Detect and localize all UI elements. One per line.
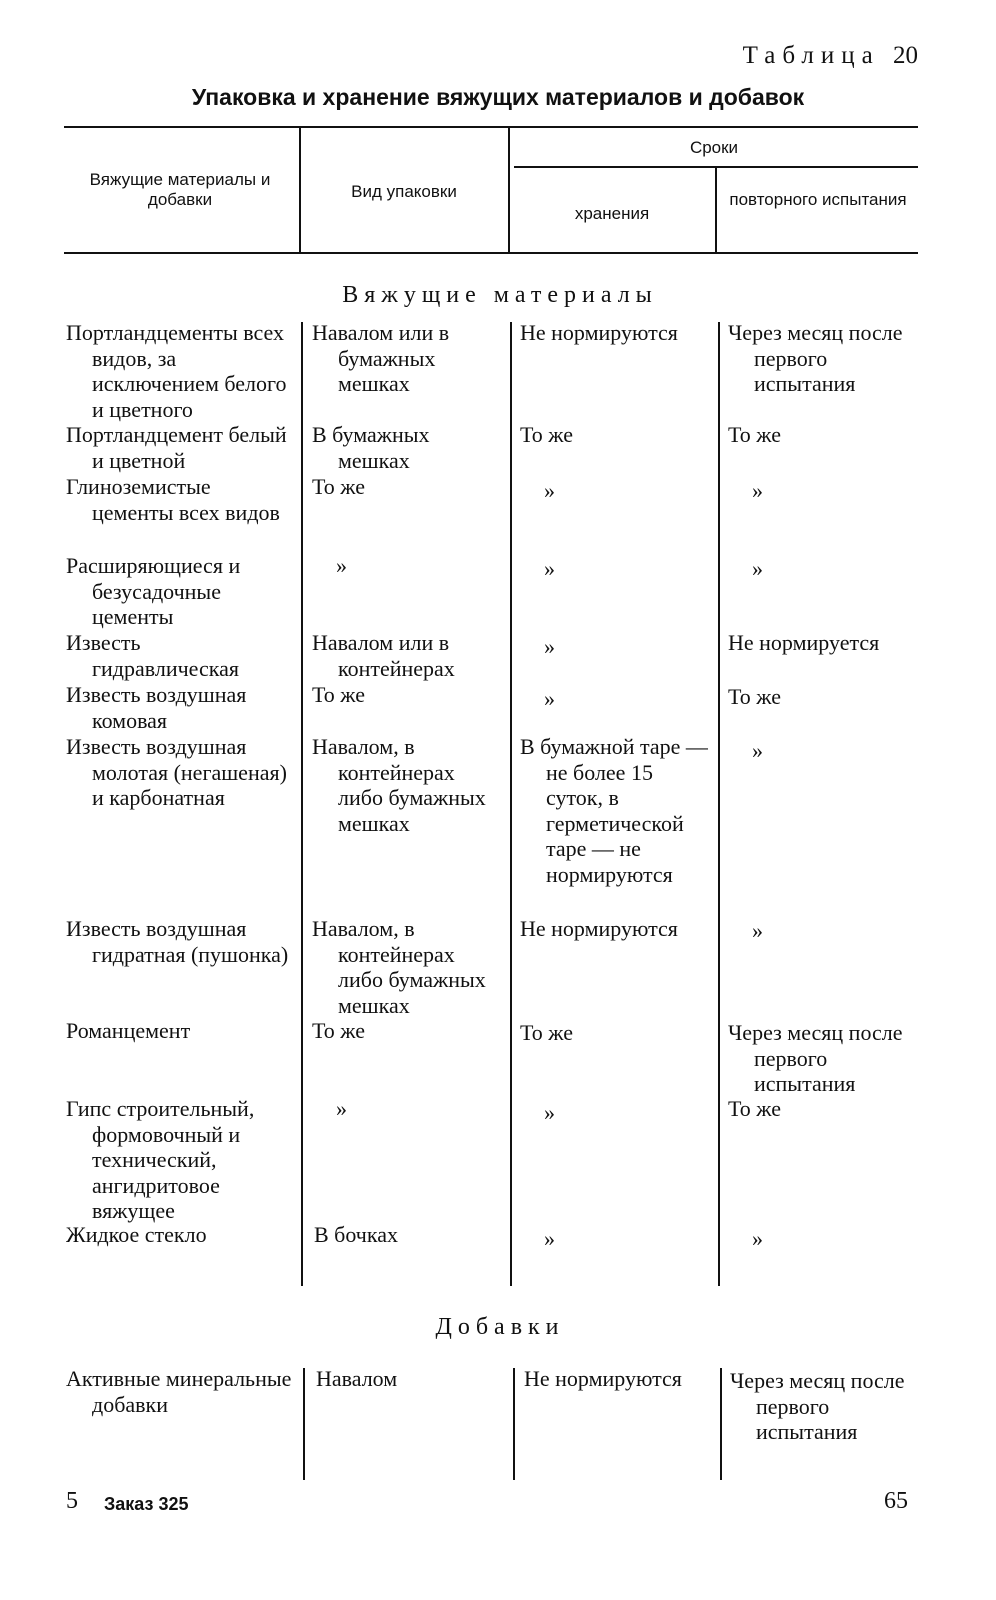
section-binders-heading: Вяжущие материалы (342, 282, 658, 308)
header-packaging: Вид упаковки (351, 182, 457, 201)
row8-retest-ditto: » (752, 918, 763, 943)
row8-material: Известь воздушная гидратная (пушонка) (66, 916, 289, 967)
table-title: Упаковка и хранение вяжущих материалов и добавок (191, 84, 805, 110)
row6-packaging: То же (312, 682, 365, 707)
row11-material: Жидкое стекло (66, 1222, 207, 1247)
row5-storage-ditto: » (544, 634, 555, 659)
signature-number: 5 (66, 1488, 78, 1514)
row2-material: Портландцемент белый и цветной (66, 422, 287, 473)
row7-retest-ditto: » (752, 738, 763, 763)
additives-divider-2 (513, 1368, 515, 1480)
header-divider-3 (715, 168, 717, 252)
row5-material: Известь гидравлическая (66, 630, 239, 681)
page-number: 65 (884, 1488, 908, 1514)
row3-packaging: То же (312, 474, 365, 499)
additive-packaging: Навалом (316, 1366, 398, 1391)
table-number: 20 (893, 42, 918, 69)
additives-divider-1 (303, 1368, 305, 1480)
row6-storage-ditto: » (544, 686, 555, 711)
additives-divider-3 (720, 1368, 722, 1480)
row9-storage: То же (520, 1020, 573, 1045)
section-additives-heading: Добавки (435, 1314, 565, 1340)
header-materials: Вяжущие материалы и добавки (89, 170, 271, 209)
row9-material: Романцемент (66, 1018, 191, 1043)
row4-packaging-ditto: » (336, 553, 347, 578)
row4-material: Расширяющиеся и безусадочные цементы (66, 553, 241, 629)
body-divider-2 (510, 322, 512, 1286)
row10-packaging-ditto: » (336, 1096, 347, 1121)
row3-material: Глиноземистые цементы всех видов (66, 474, 280, 525)
table-label-text: Таблица (742, 42, 880, 69)
row11-retest-ditto: » (752, 1226, 763, 1251)
header-retest: повторного испытания (729, 190, 907, 209)
row1-storage: Не нормируются (520, 320, 678, 345)
header-top-rule (64, 126, 918, 128)
row5-packaging: Навалом или в контейнерах (312, 630, 455, 681)
row1-material: Портландцементы всех видов, за исключением белого и цветного (66, 320, 287, 422)
row3-storage-ditto: » (544, 478, 555, 503)
row10-material: Гипс строительный, формовочный и технический, ангидритовое вяжущее (66, 1096, 255, 1223)
header-bottom-rule (64, 252, 918, 254)
row10-retest: То же (728, 1096, 781, 1121)
row5-retest: Не нормируется (728, 630, 880, 655)
row10-storage-ditto: » (544, 1100, 555, 1125)
order-number: Заказ 325 (104, 1494, 189, 1514)
row6-material: Известь воздушная комовая (66, 682, 247, 733)
additive-material: Активные минеральные добавки (66, 1366, 292, 1417)
table-label (743, 42, 918, 70)
row4-retest-ditto: » (752, 556, 763, 581)
row2-retest: То же (728, 422, 781, 447)
row1-retest: Через месяц после первого испытания (728, 320, 903, 396)
header-terms: Сроки (689, 138, 739, 157)
row7-material: Известь воздушная молотая (негашеная) и карбонатная (66, 734, 287, 810)
row7-storage: В бумажной таре — не более 15 суток, в герметической таре — не нормируются (520, 734, 708, 887)
row8-storage: Не нормируются (520, 916, 678, 941)
body-divider-1 (301, 322, 303, 1286)
row11-storage-ditto: » (544, 1226, 555, 1251)
body-divider-3 (718, 322, 720, 1286)
row4-storage-ditto: » (544, 556, 555, 581)
row9-packaging: То же (312, 1018, 365, 1043)
header-storage: хранения (574, 204, 650, 223)
row2-packaging: В бумажных мешках (312, 422, 430, 473)
row1-packaging: Навалом или в бумажных мешках (312, 320, 450, 396)
additive-storage: Не нормируются (524, 1366, 682, 1391)
row7-packaging: Навалом, в контейнерах либо бумажных мешках (312, 734, 486, 836)
row3-retest-ditto: » (752, 478, 763, 503)
row2-storage: То же (520, 422, 573, 447)
additive-retest: Через месяц после первого испытания (730, 1368, 905, 1444)
row8-packaging: Навалом, в контейнерах либо бумажных мешках (312, 916, 486, 1018)
row6-retest: То же (728, 684, 781, 709)
row11-packaging: В бочках (314, 1222, 398, 1247)
row9-retest: Через месяц после первого испытания (728, 1020, 903, 1096)
